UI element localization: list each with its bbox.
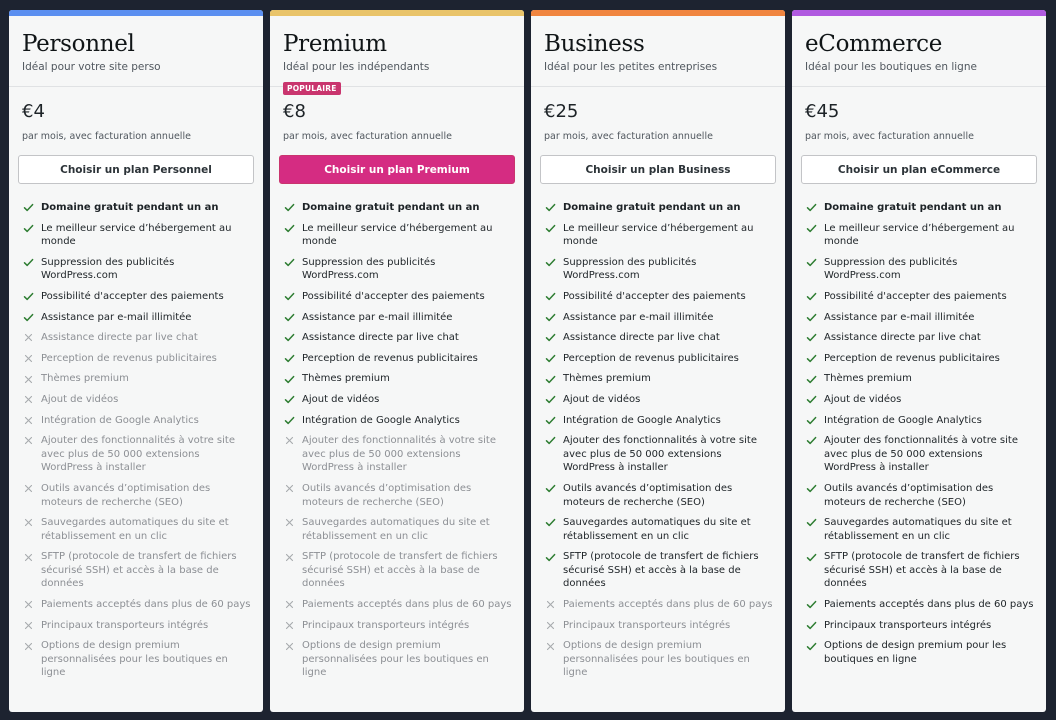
check-icon [284, 352, 302, 366]
cross-icon [23, 619, 41, 633]
feature-item [23, 619, 253, 633]
feature-item [23, 639, 253, 680]
choose-business-button[interactable]: Choisir un plan Business [540, 155, 776, 184]
choose-personnel-button[interactable]: Choisir un plan Personnel [18, 155, 254, 184]
check-icon [806, 516, 824, 530]
plan-card-premium [270, 10, 524, 712]
check-icon [806, 201, 824, 215]
feature-label: Domaine gratuit pendant un an [824, 202, 1002, 213]
check-icon [23, 222, 41, 236]
check-icon [545, 393, 563, 407]
feature-item [545, 482, 775, 509]
cross-icon [23, 331, 41, 345]
plan-card-business [531, 10, 785, 712]
feature-item [284, 639, 514, 680]
check-icon [545, 372, 563, 386]
feature-item [806, 201, 1036, 215]
check-icon [545, 414, 563, 428]
feature-item [284, 372, 514, 386]
price-note: par mois, avec facturation annuelle [22, 131, 191, 142]
feature-item [23, 311, 253, 325]
check-icon [23, 201, 41, 215]
check-icon [284, 331, 302, 345]
price-block [792, 87, 1046, 155]
cross-icon [545, 639, 563, 653]
feature-item [284, 393, 514, 407]
feature-label: Outils avancés d’optimisation des moteurs de recherche (SEO) [563, 482, 733, 508]
cross-icon [23, 639, 41, 653]
feature-item [23, 331, 253, 345]
feature-label: Ajouter des fonctionnalités à votre site avec plus de 50 000 extensions WordPress à installer [563, 435, 757, 474]
plan-name: Business [544, 31, 645, 57]
cross-icon [545, 598, 563, 612]
feature-label: SFTP (protocole de transfert de fichiers sécurisé SSH) et accès à la base de données [41, 551, 237, 590]
feature-item [545, 516, 775, 543]
feature-item [545, 201, 775, 215]
feature-item [545, 434, 775, 475]
feature-item [23, 434, 253, 475]
price-note: par mois, avec facturation annuelle [805, 131, 974, 142]
feature-label: Le meilleur service d’hébergement au monde [563, 222, 754, 248]
plan-subtitle: Idéal pour votre site perso [22, 61, 161, 73]
feature-item [806, 434, 1036, 475]
cross-icon [23, 352, 41, 366]
feature-item [806, 372, 1036, 386]
choose-ecommerce-button[interactable]: Choisir un plan eCommerce [801, 155, 1037, 184]
feature-item [806, 393, 1036, 407]
feature-item [23, 482, 253, 509]
price-block [270, 87, 524, 155]
feature-item [23, 290, 253, 304]
feature-item [23, 393, 253, 407]
feature-label: Assistance par e-mail illimitée [563, 311, 714, 323]
plan-card-ecommerce [792, 10, 1046, 712]
check-icon [545, 550, 563, 564]
feature-item [545, 619, 775, 633]
feature-item [284, 331, 514, 345]
cross-icon [23, 516, 41, 530]
cross-icon [23, 414, 41, 428]
feature-label: Le meilleur service d’hébergement au monde [302, 222, 493, 248]
feature-item [806, 516, 1036, 543]
feature-label: Options de design premium personnalisées pour les boutiques en ligne [302, 640, 489, 679]
feature-item [284, 352, 514, 366]
check-icon [806, 639, 824, 653]
feature-item [284, 201, 514, 215]
feature-label: Assistance directe par live chat [824, 332, 981, 344]
feature-item [284, 619, 514, 633]
cross-icon [23, 393, 41, 407]
feature-item [545, 414, 775, 428]
feature-item [23, 550, 253, 591]
feature-label: Outils avancés d’optimisation des moteurs de recherche (SEO) [824, 482, 994, 508]
feature-item [545, 290, 775, 304]
feature-label: Outils avancés d’optimisation des moteurs de recherche (SEO) [302, 482, 472, 508]
plan-subtitle: Idéal pour les petites entreprises [544, 61, 718, 73]
feature-label: Sauvegardes automatiques du site et rétablissement en un clic [41, 517, 229, 542]
feature-item [23, 516, 253, 543]
feature-label: Perception de revenus publicitaires [302, 352, 478, 364]
feature-item [545, 639, 775, 680]
plan-name: Personnel [22, 31, 135, 57]
feature-label: Thèmes premium [563, 373, 651, 385]
cross-icon [23, 598, 41, 612]
feature-label: Ajout de vidéos [824, 393, 902, 405]
check-icon [545, 352, 563, 366]
feature-label: Options de design premium personnalisées pour les boutiques en ligne [563, 640, 750, 679]
feature-item [545, 598, 775, 612]
plan-price: €45 [805, 101, 840, 122]
check-icon [284, 393, 302, 407]
plan-name: eCommerce [805, 31, 943, 57]
feature-label: Intégration de Google Analytics [302, 414, 460, 426]
feature-item [284, 598, 514, 612]
check-icon [545, 201, 563, 215]
feature-label: Intégration de Google Analytics [41, 414, 199, 426]
cross-icon [284, 639, 302, 653]
feature-item [806, 619, 1036, 633]
feature-label: Assistance par e-mail illimitée [41, 311, 192, 323]
feature-item [284, 311, 514, 325]
feature-label: Perception de revenus publicitaires [824, 352, 1000, 364]
plan-price: €8 [283, 101, 306, 122]
feature-label: Paiements acceptés dans plus de 60 pays [302, 599, 512, 611]
plan-price: €4 [22, 101, 45, 122]
feature-label: Sauvegardes automatiques du site et rétablissement en un clic [563, 517, 751, 542]
feature-label: Suppression des publicités WordPress.com [563, 256, 697, 282]
feature-item [284, 516, 514, 543]
feature-label: Suppression des publicités WordPress.com [302, 256, 436, 282]
check-icon [545, 482, 563, 496]
feature-label: Domaine gratuit pendant un an [302, 202, 480, 213]
feature-item [545, 311, 775, 325]
feature-item [23, 352, 253, 366]
feature-label: Principaux transporteurs intégrés [563, 619, 731, 631]
check-icon [806, 482, 824, 496]
feature-item [806, 311, 1036, 325]
feature-item [806, 550, 1036, 591]
check-icon [806, 372, 824, 386]
feature-item [284, 222, 514, 249]
check-icon [545, 311, 563, 325]
feature-item [284, 256, 514, 283]
feature-item [23, 201, 253, 215]
check-icon [545, 222, 563, 236]
check-icon [23, 290, 41, 304]
feature-item [806, 331, 1036, 345]
price-block [531, 87, 785, 155]
feature-list [792, 201, 1046, 666]
check-icon [284, 290, 302, 304]
feature-item [284, 414, 514, 428]
feature-label: SFTP (protocole de transfert de fichiers sécurisé SSH) et accès à la base de données [302, 551, 498, 590]
check-icon [284, 201, 302, 215]
feature-label: Ajout de vidéos [302, 393, 380, 405]
cross-icon [23, 550, 41, 564]
feature-item [284, 482, 514, 509]
feature-label: Principaux transporteurs intégrés [41, 619, 209, 631]
feature-label: Options de design premium personnalisées pour les boutiques en ligne [41, 640, 228, 679]
feature-item [545, 331, 775, 345]
feature-label: Suppression des publicités WordPress.com [824, 256, 958, 282]
check-icon [545, 290, 563, 304]
feature-label: Perception de revenus publicitaires [41, 352, 217, 364]
feature-item [284, 290, 514, 304]
plan-subtitle: Idéal pour les indépendants [283, 61, 430, 73]
feature-list [531, 201, 785, 680]
feature-item [545, 393, 775, 407]
feature-item [23, 372, 253, 386]
feature-label: Possibilité d'accepter des paiements [302, 290, 485, 302]
check-icon [284, 311, 302, 325]
feature-label: Principaux transporteurs intégrés [302, 619, 470, 631]
feature-label: Assistance directe par live chat [41, 332, 198, 344]
plan-subtitle: Idéal pour les boutiques en ligne [805, 61, 977, 73]
cross-icon [284, 550, 302, 564]
feature-label: Domaine gratuit pendant un an [563, 202, 741, 213]
check-icon [806, 414, 824, 428]
check-icon [806, 311, 824, 325]
cross-icon [284, 619, 302, 633]
feature-item [545, 256, 775, 283]
check-icon [806, 222, 824, 236]
feature-label: Principaux transporteurs intégrés [824, 619, 992, 631]
feature-label: Thèmes premium [41, 373, 129, 385]
feature-item [806, 290, 1036, 304]
feature-label: Assistance directe par live chat [563, 332, 720, 344]
feature-item [806, 598, 1036, 612]
feature-label: Assistance directe par live chat [302, 332, 459, 344]
feature-label: Le meilleur service d’hébergement au monde [41, 222, 232, 248]
feature-item [806, 352, 1036, 366]
feature-label: Possibilité d'accepter des paiements [41, 290, 224, 302]
check-icon [806, 290, 824, 304]
feature-label: Paiements acceptés dans plus de 60 pays [41, 599, 251, 611]
feature-label: Suppression des publicités WordPress.com [41, 256, 175, 282]
cross-icon [23, 482, 41, 496]
feature-label: Possibilité d'accepter des paiements [824, 290, 1007, 302]
feature-label: Ajouter des fonctionnalités à votre site avec plus de 50 000 extensions WordPress à installer [41, 435, 235, 474]
feature-item [23, 414, 253, 428]
feature-label: Outils avancés d’optimisation des moteurs de recherche (SEO) [41, 482, 211, 508]
feature-item [806, 639, 1036, 666]
feature-item [284, 550, 514, 591]
feature-label: Sauvegardes automatiques du site et rétablissement en un clic [302, 517, 490, 542]
check-icon [806, 598, 824, 612]
check-icon [284, 222, 302, 236]
feature-item [545, 372, 775, 386]
feature-list [270, 201, 524, 680]
feature-label: Perception de revenus publicitaires [563, 352, 739, 364]
feature-item [806, 222, 1036, 249]
popular-badge: POPULAIRE [283, 82, 341, 95]
feature-item [806, 482, 1036, 509]
cross-icon [545, 619, 563, 633]
feature-item [806, 256, 1036, 283]
cross-icon [284, 598, 302, 612]
feature-item [545, 222, 775, 249]
pricing-plans [9, 10, 1046, 712]
feature-label: Paiements acceptés dans plus de 60 pays [824, 599, 1034, 611]
check-icon [284, 372, 302, 386]
check-icon [806, 331, 824, 345]
check-icon [23, 256, 41, 270]
feature-label: Ajout de vidéos [563, 393, 641, 405]
check-icon [806, 434, 824, 448]
feature-item [806, 414, 1036, 428]
check-icon [545, 256, 563, 270]
feature-label: SFTP (protocole de transfert de fichiers sécurisé SSH) et accès à la base de données [824, 551, 1020, 590]
price-note: par mois, avec facturation annuelle [544, 131, 713, 142]
check-icon [545, 516, 563, 530]
feature-label: Options de design premium pour les boutiques en ligne [824, 640, 1007, 665]
feature-label: Thèmes premium [302, 373, 390, 385]
feature-item [545, 352, 775, 366]
check-icon [806, 393, 824, 407]
feature-label: SFTP (protocole de transfert de fichiers sécurisé SSH) et accès à la base de données [563, 551, 759, 590]
cross-icon [284, 516, 302, 530]
feature-label: Ajout de vidéos [41, 393, 119, 405]
feature-label: Assistance par e-mail illimitée [302, 311, 453, 323]
feature-label: Le meilleur service d’hébergement au monde [824, 222, 1015, 248]
plan-header [270, 16, 524, 86]
feature-item [23, 222, 253, 249]
choose-premium-button[interactable]: Choisir un plan Premium [279, 155, 515, 184]
price-block [9, 87, 263, 155]
cross-icon [284, 434, 302, 448]
feature-item [284, 434, 514, 475]
check-icon [806, 550, 824, 564]
check-icon [23, 311, 41, 325]
feature-label: Ajouter des fonctionnalités à votre site avec plus de 50 000 extensions WordPress à installer [302, 435, 496, 474]
cross-icon [23, 434, 41, 448]
feature-label: Ajouter des fonctionnalités à votre site avec plus de 50 000 extensions WordPress à installer [824, 435, 1018, 474]
feature-item [23, 598, 253, 612]
check-icon [284, 414, 302, 428]
plan-name: Premium [283, 31, 387, 57]
cross-icon [23, 372, 41, 386]
feature-label: Assistance par e-mail illimitée [824, 311, 975, 323]
plan-card-personnel [9, 10, 263, 712]
feature-label: Domaine gratuit pendant un an [41, 202, 219, 213]
check-icon [284, 256, 302, 270]
check-icon [806, 619, 824, 633]
check-icon [545, 331, 563, 345]
feature-label: Intégration de Google Analytics [824, 414, 982, 426]
check-icon [806, 352, 824, 366]
plan-header [531, 16, 785, 86]
feature-label: Intégration de Google Analytics [563, 414, 721, 426]
feature-label: Possibilité d'accepter des paiements [563, 290, 746, 302]
plan-header [9, 16, 263, 86]
plan-price: €25 [544, 101, 579, 122]
price-note: par mois, avec facturation annuelle [283, 131, 452, 142]
feature-item [545, 550, 775, 591]
feature-label: Paiements acceptés dans plus de 60 pays [563, 599, 773, 611]
check-icon [806, 256, 824, 270]
plan-header [792, 16, 1046, 86]
feature-label: Sauvegardes automatiques du site et rétablissement en un clic [824, 517, 1012, 542]
feature-label: Thèmes premium [824, 373, 912, 385]
check-icon [545, 434, 563, 448]
feature-item [23, 256, 253, 283]
cross-icon [284, 482, 302, 496]
feature-list [9, 201, 263, 680]
